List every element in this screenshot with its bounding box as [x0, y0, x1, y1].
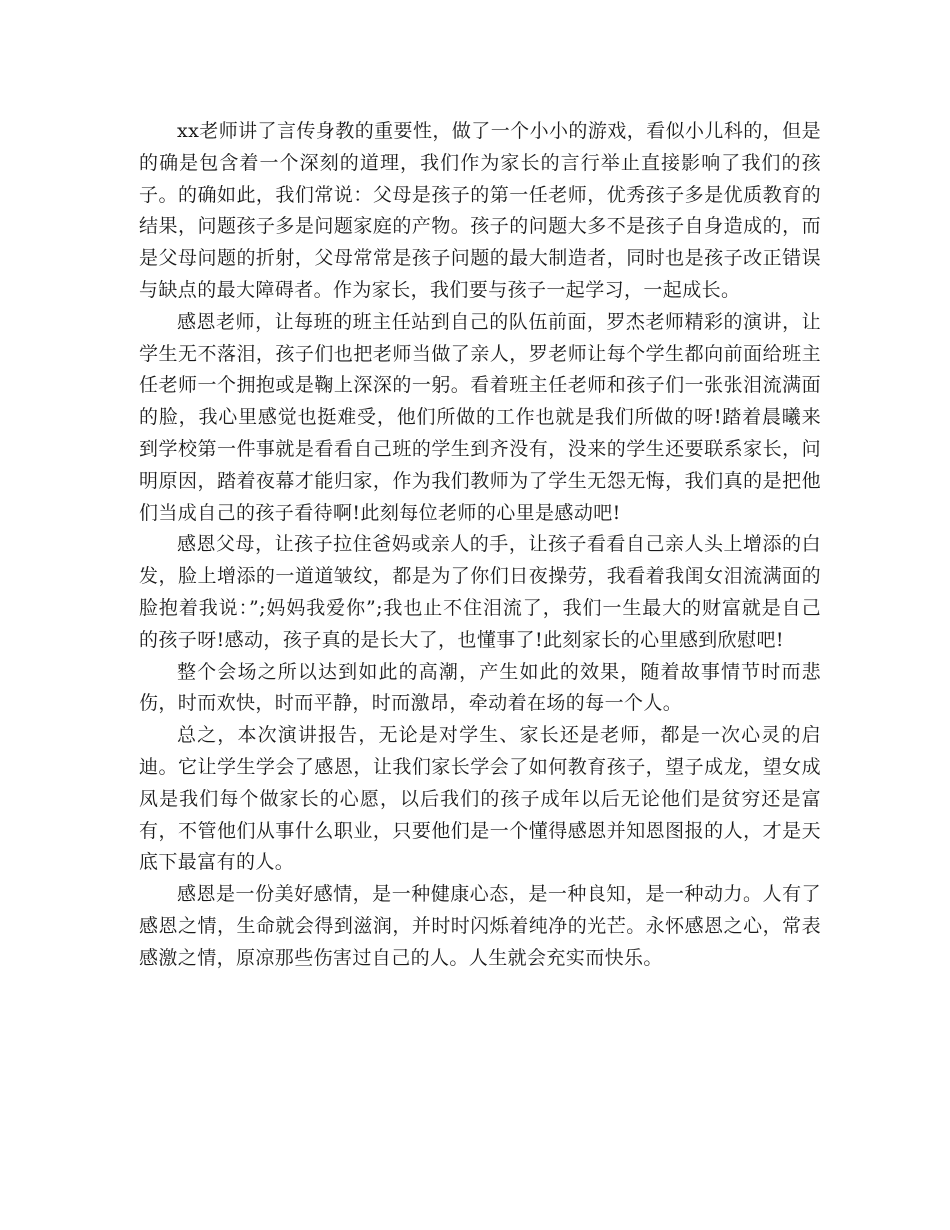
- paragraph-5: 总之，本次演讲报告，无论是对学生、家长还是老师，都是一次心灵的启迪。它让学生学会了感恩，让我们家长学会了如何教育孩子，望子成龙，望女成凤是我们每个做家长的心愿，以后我们的孩子成年以后无论他们是贫穷还是富有，不管他们从事什么职业，只要他们是一个懂得感恩并知恩图报的人，才是天底下最富有的人。: [139, 724, 821, 874]
- paragraph-2: 感恩老师，让每班的班主任站到自己的队伍前面，罗杰老师精彩的演讲，让学生无不落泪，孩子们也把老师当做了亲人，罗老师让每个学生都向前面给班主任老师一个拥抱或是鞠上深深的一躬。看着班主任老师和孩子们一张张泪流满面的脸，我心里感觉也挺难受，他们所做的工作也就是我们所做的呀!踏着晨曦来到学校第一件事就是看看自己班的学生到齐没有，没来的学生还要联系家长，问明原因，踏着夜幕才能归家，作为我们教师为了学生无怨无悔，我们真的是把他们当成自己的孩子看待啊!此刻每位老师的心里是感动吧!: [139, 310, 821, 524]
- paragraph-1: xx老师讲了言传身教的重要性，做了一个小小的游戏，看似小儿科的，但是的确是包含着一个深刻的道理，我们作为家长的言行举止直接影响了我们的孩子。的确如此，我们常说：父母是孩子的第一任老师，优秀孩子多是优质教育的结果，问题孩子多是问题家庭的产物。孩子的问题大多不是孩子自身造成的，而是父母问题的折射，父母常常是孩子问题的最大制造者，同时也是孩子改正错误与缺点的最大障碍者。作为家长，我们要与孩子一起学习，一起成长。: [139, 120, 821, 301]
- paragraph-3: 感恩父母，让孩子拉住爸妈或亲人的手，让孩子看看自己亲人头上增添的白发，脸上增添的一道道皱纹，都是为了你们日夜操劳，我看着我闺女泪流满面的脸抱着我说：”;妈妈我爱你”;我也止不住泪流了，我们一生最大的财富就是自己的孩子呀!感动，孩子真的是长大了，也懂事了!此刻家长的心里感到欣慰吧!: [139, 533, 821, 651]
- paragraph-4: 整个会场之所以达到如此的高潮，产生如此的效果，随着故事情节时而悲伤，时而欢快，时而平静，时而激昂，牵动着在场的每一个人。: [139, 660, 821, 715]
- document-body: [139, 116, 821, 975]
- paragraph-6: 感恩是一份美好感情，是一种健康心态，是一种良知，是一种动力。人有了感恩之情，生命就会得到滋润，并时时闪烁着纯净的光芒。永怀感恩之心，常表感激之情，原凉那些伤害过自己的人。人生就会充实而快乐。: [139, 883, 821, 969]
